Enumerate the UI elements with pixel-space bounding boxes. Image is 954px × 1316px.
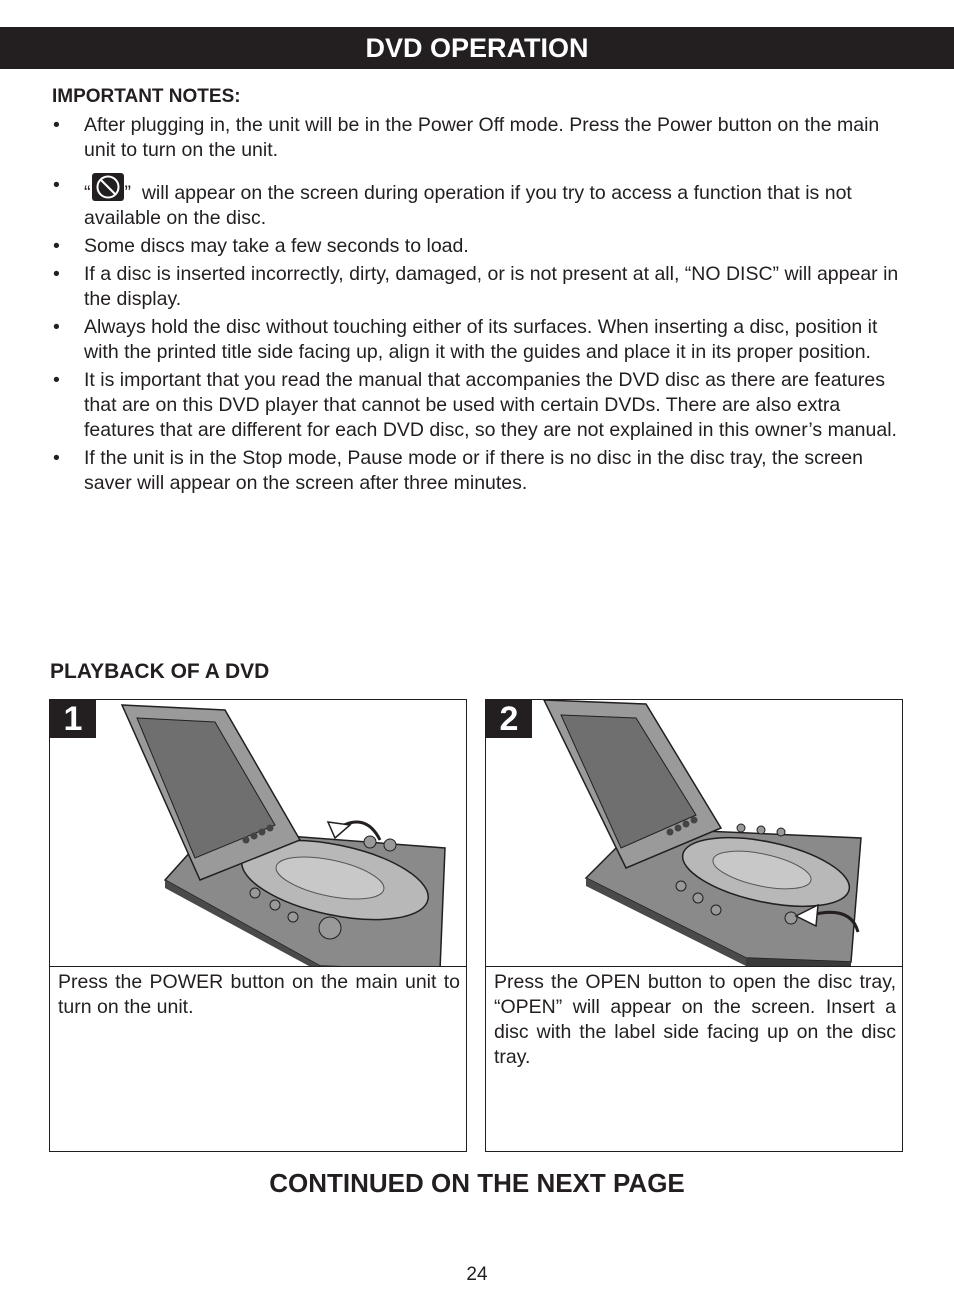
note-text: If the unit is in the Stop mode, Pause mode or if there is no disc in the disc tray, the screen saver will appear on the screen after three minutes. bbox=[84, 447, 863, 494]
bullet: • bbox=[53, 316, 60, 338]
step-caption-1: Press the POWER button on the main unit to turn on the unit. bbox=[58, 971, 460, 1018]
bullet: • bbox=[53, 235, 60, 257]
step-number-1: 1 bbox=[50, 700, 96, 738]
step-caption-2: Press the OPEN button to open the disc tray, “OPEN” will appear on the screen. Insert a disc with the label side facing up on the disc tray. bbox=[494, 971, 896, 1068]
note-item bbox=[50, 446, 900, 496]
no-entry-icon bbox=[92, 173, 124, 201]
dvd-player-open-icon bbox=[486, 700, 902, 966]
important-notes-list bbox=[50, 113, 900, 499]
open-quote: “ bbox=[84, 182, 91, 204]
dvd-player-illustration-2 bbox=[486, 700, 902, 967]
close-quote: ” bbox=[124, 182, 131, 204]
dvd-player-power-icon bbox=[50, 700, 466, 966]
step-number-2: 2 bbox=[486, 700, 532, 738]
bullet: • bbox=[53, 447, 60, 469]
bullet: • bbox=[53, 263, 60, 285]
important-notes-heading: IMPORTANT NOTES: bbox=[52, 86, 241, 107]
bullet: • bbox=[53, 174, 60, 196]
note-item-icon bbox=[50, 173, 900, 231]
step-panel-2 bbox=[485, 699, 903, 1152]
note-text: It is important that you read the manual that accompanies the DVD disc as there are features that are on this DVD player that cannot be used with certain DVDs. There are also extra features that are different for each DVD disc, so they are not explained in this owner’s manual. bbox=[84, 369, 897, 441]
note-text: Always hold the disc without touching either of its surfaces. When inserting a disc, position it with the printed title side facing up, align it with the guides and place it in its proper position. bbox=[84, 316, 878, 363]
page-title-banner: DVD OPERATION bbox=[0, 27, 954, 69]
note-text: Some discs may take a few seconds to load. bbox=[84, 235, 469, 257]
dvd-player-illustration-1 bbox=[50, 700, 466, 967]
note-item bbox=[50, 113, 900, 163]
bullet: • bbox=[53, 369, 60, 391]
note-item bbox=[50, 368, 900, 443]
step-panel-1 bbox=[49, 699, 467, 1152]
note-text: will appear on the screen during operation if you try to access a function that is not available on the disc. bbox=[84, 182, 852, 229]
note-text: After plugging in, the unit will be in the Power Off mode. Press the Power button on the main unit to turn on the unit. bbox=[84, 114, 880, 161]
note-text: If a disc is inserted incorrectly, dirty, damaged, or is not present at all, “NO DISC” will appear in the display. bbox=[84, 263, 899, 310]
note-item bbox=[50, 315, 900, 365]
page-number: 24 bbox=[466, 1264, 488, 1285]
note-item bbox=[50, 262, 900, 312]
note-item bbox=[50, 234, 900, 259]
playback-heading: PLAYBACK OF A DVD bbox=[50, 660, 270, 683]
bullet: • bbox=[53, 114, 60, 136]
continued-notice: CONTINUED ON THE NEXT PAGE bbox=[269, 1168, 685, 1198]
